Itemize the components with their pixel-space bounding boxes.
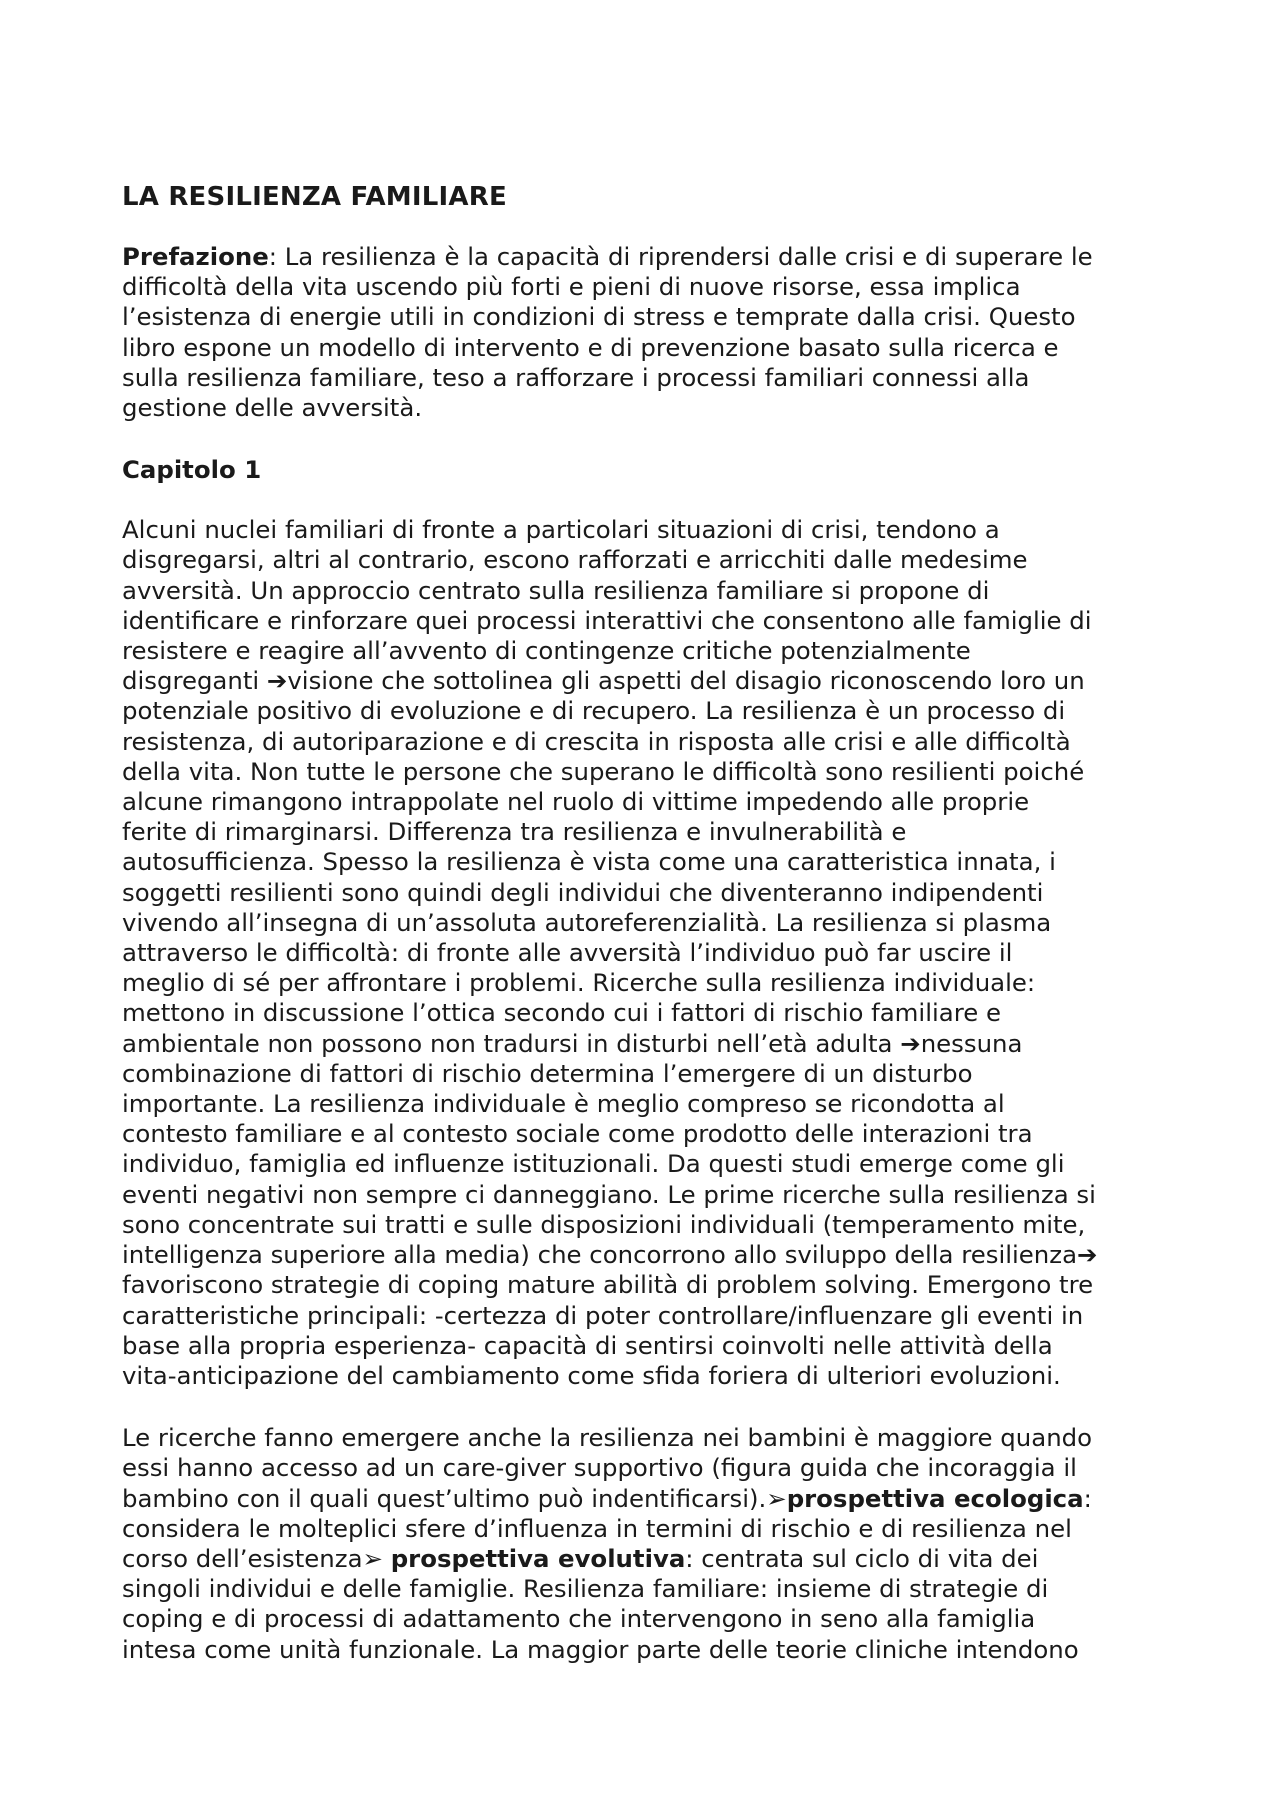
- chapter-paragraph-1-line: caratteristiche principali: -certezza di poter controllare/influenzare gli eventi in: [122, 1300, 1084, 1330]
- chapter-paragraph-1-line: attraverso le difficoltà: di fronte alle avversità l’individuo può far uscire il: [122, 938, 1013, 968]
- chapter-paragraph-1-line: avversità. Un approccio centrato sulla resilienza familiare si propone di: [122, 575, 990, 605]
- chapter-paragraph-1-line: ambientale non possono non tradursi in disturbi nell’età adulta ➔nessuna: [122, 1028, 1023, 1058]
- term-prospettiva-evolutiva: prospettiva evolutiva: [390, 1543, 686, 1573]
- chapter-paragraph-1-line: favoriscono strategie di coping mature abilità di problem solving. Emergono tre: [122, 1270, 1094, 1300]
- term-prospettiva-ecologica: prospettiva ecologica: [786, 1483, 1084, 1513]
- p2-line: corso dell’esistenza➢ prospettiva evolutiva: centrata sul ciclo di vita dei: [122, 1543, 1039, 1573]
- chapter-paragraph-1-line: disgregarsi, altri al contrario, escono rafforzati e arricchiti dalle medesime: [122, 545, 1028, 575]
- p2-line: Le ricerche fanno emergere anche la resilienza nei bambini è maggiore quando: [122, 1423, 1093, 1453]
- chapter-paragraph-1-line: autosufficienza. Spesso la resilienza è vista come una caratteristica innata, i: [122, 847, 1056, 877]
- chapter-paragraph-1-line: base alla propria esperienza- capacità di sentirsi coinvolti nelle attività della: [122, 1330, 1053, 1360]
- document-title: LA RESILIENZA FAMILIARE: [122, 182, 507, 212]
- preface-paragraph: [122, 242, 1172, 423]
- p2-line: essi hanno accesso ad un care-giver supportivo (figura guida che incoraggia il: [122, 1453, 1077, 1483]
- chapter-paragraph-1-line: Alcuni nuclei familiari di fronte a particolari situazioni di crisi, tendono a: [122, 515, 1000, 545]
- chapter-paragraph-1-line: contesto familiare e al contesto sociale come prodotto delle interazioni tra: [122, 1119, 1033, 1149]
- preface-line-4: libro espone un modello di intervento e di prevenzione basato sulla ricerca e: [122, 332, 1059, 362]
- chapter-paragraph-1-line: eventi negativi non sempre ci danneggiano. Le prime ricerche sulla resilienza si: [122, 1179, 1096, 1209]
- chapter-heading: Capitolo 1: [122, 455, 262, 485]
- chapter-paragraph-1-line: individuo, famiglia ed influenze istituzionali. Da questi studi emerge come gli: [122, 1149, 1065, 1179]
- chapter-paragraph-1-line: identificare e rinforzare quei processi interattivi che consentono alle famiglie di: [122, 605, 1092, 635]
- chapter-paragraph-1-line: alcune rimangono intrappolate nel ruolo di vittime impedendo alle proprie: [122, 787, 1030, 817]
- preface-line-3: l’esistenza di energie utili in condizioni di stress e temprate dalla crisi. Questo: [122, 302, 1076, 332]
- chapter-paragraph-1-line: della vita. Non tutte le persone che superano le difficoltà sono resilienti poiché: [122, 756, 1085, 786]
- p2-line: bambino con il quali quest’ultimo può indentificarsi).➢prospettiva ecologica:: [122, 1483, 1092, 1513]
- chapter-paragraph-1-line: sono concentrate sui tratti e sulle disposizioni individuali (temperamento mite,: [122, 1209, 1086, 1239]
- preface-line-2: difficoltà della vita uscendo più forti e pieni di nuove risorse, essa implica: [122, 272, 1021, 302]
- chapter-paragraph-1-line: combinazione di fattori di rischio determina l’emergere di un disturbo: [122, 1058, 973, 1088]
- chapter-paragraph-1-line: intelligenza superiore alla media) che concorrono allo sviluppo della resilienza➔: [122, 1240, 1098, 1270]
- p2-line: coping e di processi di adattamento che intervengono in seno alla famiglia: [122, 1604, 1036, 1634]
- chapter-paragraph-1-line: disgreganti ➔visione che sottolinea gli aspetti del disagio riconoscendo loro un: [122, 666, 1085, 696]
- preface-line-1: Prefazione: La resilienza è la capacità di riprendersi dalle crisi e di superare le: [122, 242, 1093, 271]
- chapter-paragraph-1-line: meglio di sé per affrontare i problemi. Ricerche sulla resilienza individuale:: [122, 968, 1036, 998]
- chapter-paragraph-2: [122, 1423, 1172, 1665]
- document-page: [122, 180, 1172, 1665]
- chapter-paragraph-1: [122, 515, 1172, 1391]
- chapter-paragraph-1-line: soggetti resilienti sono quindi degli individui che diventeranno indipendenti: [122, 877, 1044, 907]
- chapter-paragraph-1-line: mettono in discussione l’ottica secondo cui i fattori di rischio familiare e: [122, 998, 1001, 1028]
- chapter-paragraph-1-line: vivendo all’insegna di un’assoluta autoreferenzialità. La resilienza si plasma: [122, 907, 1052, 937]
- chapter-paragraph-1-line: vita-anticipazione del cambiamento come sfida foriera di ulteriori evoluzioni.: [122, 1360, 1061, 1390]
- chapter-paragraph-1-line: potenziale positivo di evoluzione e di recupero. La resilienza è un processo di: [122, 696, 1066, 726]
- chapter-paragraph-1-line: resistenza, di autoriparazione e di crescita in risposta alle crisi e alle difficoltà: [122, 726, 1071, 756]
- preface-label: Prefazione: [122, 242, 269, 271]
- p2-line: singoli individui e delle famiglie. Resilienza familiare: insieme di strategie di: [122, 1574, 1049, 1604]
- preface-line-5: sulla resilienza familiare, teso a rafforzare i processi familiari connessi alla: [122, 362, 1030, 392]
- p2-line: considera le molteplici sfere d’influenza in termini di rischio e di resilienza nel: [122, 1513, 1072, 1543]
- chapter-paragraph-1-line: ferite di rimarginarsi. Differenza tra resilienza e invulnerabilità e: [122, 817, 907, 847]
- chapter-paragraph-1-line: importante. La resilienza individuale è meglio compreso se ricondotta al: [122, 1089, 1005, 1119]
- p2-line: intesa come unità funzionale. La maggior parte delle teorie cliniche intendono: [122, 1634, 1079, 1664]
- preface-line-6: gestione delle avversità.: [122, 393, 423, 423]
- chapter-paragraph-1-line: resistere e reagire all’avvento di contingenze critiche potenzialmente: [122, 636, 971, 666]
